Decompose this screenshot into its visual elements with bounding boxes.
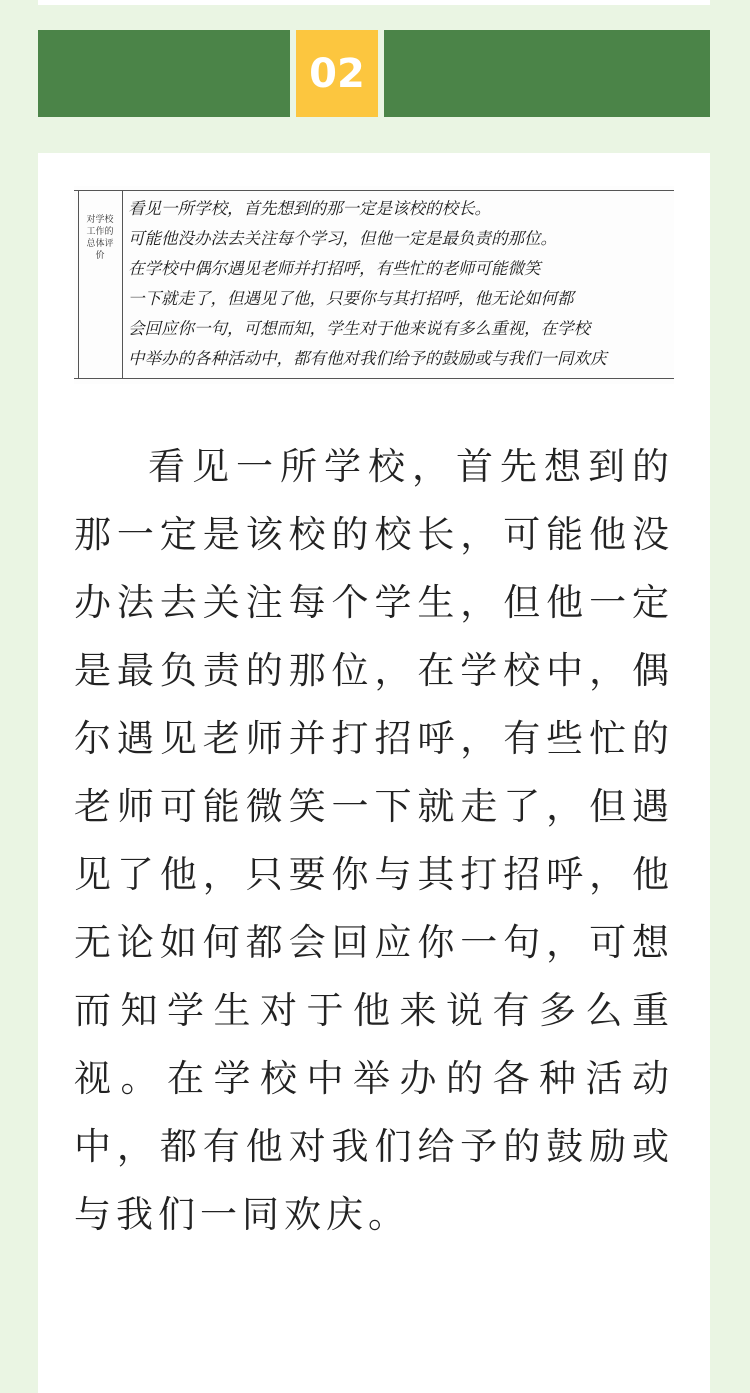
handwritten-line: 中举办的各种活动中，都有他对我们给予的鼓励或与我们一同欢庆 <box>128 349 607 368</box>
header-bar-left <box>38 30 290 117</box>
form-column-divider <box>122 190 123 379</box>
form-side-label: 对学校工作的总体评价 <box>86 215 114 261</box>
handwritten-text <box>128 194 668 374</box>
article-paragraph: 看见一所学校，首先想到的那一定是该校的校长，可能他没办法去关注每个学生，但他一定是最负责的那位，在学校中，偶尔遇见老师并打招呼，有些忙的老师可能微笑一下就走了，但遇见了他，只要你与其打招呼，他无论如何都会回应你一句，可想而知学生对于他来说有多么重视。在学校中举办的各种活动中，都有他对我们给予的鼓励或与我们一同欢庆。 <box>74 445 674 1236</box>
previous-card-edge <box>38 0 710 5</box>
handwritten-line: 看见一所学校，首先想到的那一定是该校的校长。 <box>128 199 491 218</box>
handwritten-line: 一下就走了，但遇见了他，只要你与其打招呼，他无论如何都 <box>128 289 574 308</box>
handwritten-line: 在学校中偶尔遇见老师并打招呼，有些忙的老师可能微笑 <box>128 259 541 278</box>
scanned-handwriting-image <box>74 186 674 384</box>
form-border-top <box>74 190 674 191</box>
handwritten-line: 会回应你一句，可想而知，学生对于他来说有多么重视，在学校 <box>128 319 590 338</box>
header-bar-right <box>384 30 710 117</box>
content-card <box>38 153 710 1393</box>
form-border-bottom <box>74 378 674 379</box>
handwritten-line: 可能他没办法去关注每个学习，但他一定是最负责的那位。 <box>128 229 557 248</box>
section-header <box>38 30 710 117</box>
section-number-badge: 02 <box>296 30 378 117</box>
form-border-left <box>78 190 79 379</box>
